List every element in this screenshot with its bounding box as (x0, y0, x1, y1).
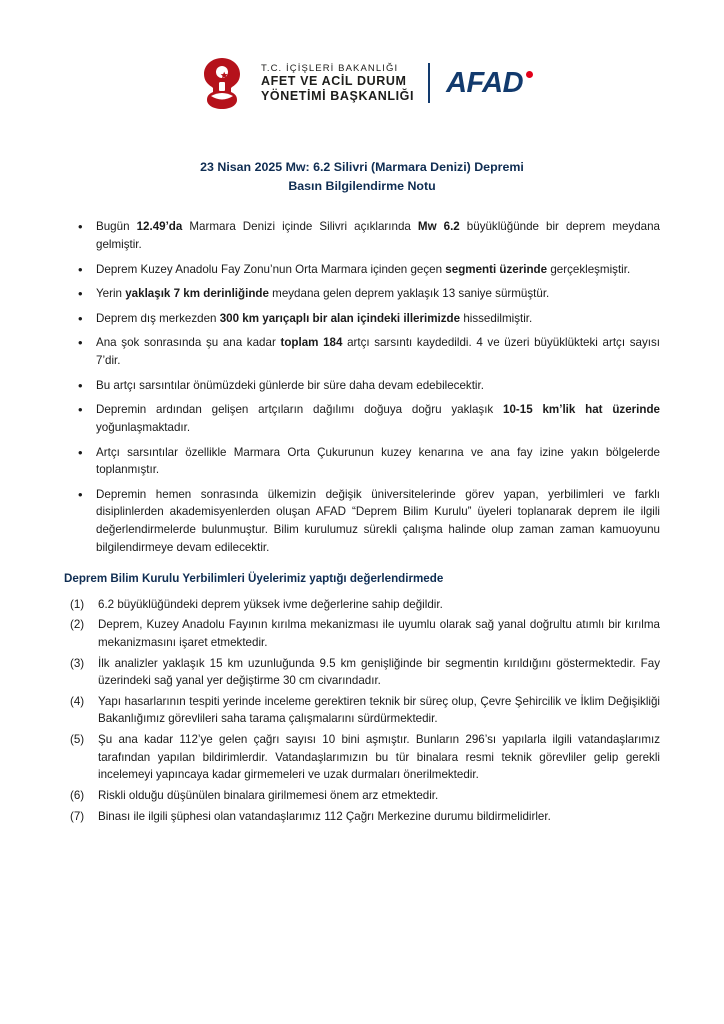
numbered-item-text: İlk analizler yaklaşık 15 km uzunluğunda 9.5 km genişliğinde bir segmentin kırıldığını göstermektedir. Fay üzerindeki sağ yanal yer değiştirme 30 cm civarındadır. (98, 656, 660, 688)
numbered-item (64, 808, 660, 826)
title-line-1: 23 Nisan 2025 Mw: 6.2 Silivri (Marmara Denizi) Depremi (200, 160, 524, 174)
bullet-text: yoğunlaşmaktadır. (96, 420, 191, 434)
page-title (0, 158, 724, 196)
bullet-emphasis: toplam 184 (280, 336, 343, 350)
numbered-item-text: 6.2 büyüklüğündeki deprem yüksek ivme değerlerine sahip değildir. (98, 597, 443, 611)
turkish-state-emblem-icon (191, 52, 253, 114)
numbered-item-marker: (7) (70, 809, 85, 823)
ministry-line-1: T.C. İÇİŞLERİ BAKANLIĞI (260, 62, 399, 74)
afad-logo (446, 67, 533, 100)
bullet-text: Yerin (96, 287, 126, 301)
numbered-item (64, 616, 660, 651)
afad-wordmark: AFAD (446, 66, 524, 99)
numbered-item-marker: (2) (70, 618, 85, 632)
ministry-line-2: AFET VE ACİL DURUM (260, 73, 407, 88)
bullet-emphasis: 300 km yarıçaplı bir alan içindeki illerimizde (219, 311, 461, 325)
bullet-item (64, 401, 660, 436)
document-header (0, 0, 724, 122)
numbered-item (64, 787, 660, 805)
numbered-item (64, 655, 660, 690)
bullet-text: Deprem Kuzey Anadolu Fay Zonu’nun Orta Marmara içinden geçen (96, 262, 446, 276)
numbered-item-text: Riskli olduğu düşünülen binalara girilmemesi önem arz etmektedir. (98, 788, 439, 802)
bullet-item (64, 261, 660, 279)
bullet-item (64, 285, 660, 303)
bullet-text: Bu artçı sarsıntılar önümüzdeki günlerde bir süre daha devam edebilecektir. (96, 378, 484, 392)
afad-logo-dot-icon (526, 71, 533, 78)
title-line-2: Basın Bilgilendirme Notu (288, 179, 436, 194)
bullet-text: Bugün (96, 220, 137, 234)
bullet-emphasis: yaklaşık 7 km derinliğinde (125, 287, 269, 301)
bullet-emphasis: segmenti üzerinde (445, 262, 548, 276)
bullet-item (64, 486, 660, 556)
numbered-item (64, 596, 660, 614)
bullet-item (64, 377, 660, 395)
bullet-text: Deprem dış merkezden (96, 311, 220, 325)
numbered-item-text: Deprem, Kuzey Anadolu Fayının kırılma mekanizması ile uyumlu olarak sağ yanal doğrultu atımlı bir kırılma mekanizmasını işaret etmektedir. (98, 618, 660, 650)
numbered-item-marker: (3) (70, 656, 85, 670)
numbered-item (64, 693, 660, 728)
ministry-name (261, 63, 430, 104)
numbered-item-marker: (5) (70, 733, 85, 747)
ministry-line-3: YÖNETİMİ BAŞKANLIĞI (260, 88, 415, 103)
numbered-item-text: Şu ana kadar 112’ye gelen çağrı sayısı 10 bini aşmıştır. Bunların 296’sı yapılarla ilgili vatandaşlarımız tarafından yapılan bildirimlerdir. Vatandaşlarımızın bu tür binalara resmi teknik görevliler gelip gerekli incelemeyi yapıncaya kadar girmemeleri ve uzak durmaları önerilmektedir. (98, 733, 660, 782)
bullet-text: meydana gelen deprem yaklaşık 13 saniye sürmüştür. (268, 287, 550, 301)
bullet-text: Artçı sarsıntılar özellikle Marmara Orta Çukurunun kuzey kenarına ve ana fay izine yakın bölgelerde toplanmıştır. (96, 445, 660, 477)
numbered-item (64, 731, 660, 784)
numbered-item-marker: (1) (70, 597, 85, 611)
bullet-item (64, 444, 660, 479)
bullet-text: Ana şok sonrasında şu ana kadar (96, 336, 281, 350)
bullet-emphasis: Mw 6.2 (417, 220, 460, 234)
bullet-emphasis: 10-15 km’lik hat üzerinde (503, 403, 660, 417)
document-body (0, 218, 724, 825)
bullet-emphasis: 12.49’da (136, 220, 183, 234)
bullet-text: Marmara Denizi içinde Silivri açıklarında (182, 220, 418, 234)
numbered-item-marker: (4) (70, 694, 85, 708)
bullet-text: büyüklüğünde bir deprem meydana gelmiştir. (96, 220, 661, 252)
bullet-text: Depremin ardından gelişen artçıların dağılımı doğuya doğru yaklaşık (96, 403, 504, 417)
bullet-text: Depremin hemen sonrasında ülkemizin değişik üniversitelerinde görev yapan, yerbilimleri ve farklı disiplinlerden akademisyenlerden oluşan AFAD “Deprem Bilim Kurulu” üyeleri toplanarak deprem ile ilgili değerlendirmelerde bulunmuştur. Bilim kurulumuz sürekli çalışma halinde olup zaman zaman kamuoyunu bilgilendirmeye devam edilecektir. (96, 487, 660, 554)
bullet-list (64, 218, 660, 556)
bullet-item (64, 218, 660, 253)
bullet-text: artçı sarsıntı kaydedildi. 4 ve üzeri büyüklükteki artçı sayısı 7’dir. (96, 336, 660, 368)
bullet-item (64, 310, 660, 328)
bullet-text: gerçekleşmiştir. (547, 262, 631, 276)
numbered-item-marker: (6) (70, 788, 85, 802)
numbered-item-text: Binası ile ilgili şüphesi olan vatandaşlarımız 112 Çağrı Merkezine durumu bildirmelidirler. (98, 809, 551, 823)
section-subheading: Deprem Bilim Kurulu Yerbilimleri Üyelerimiz yaptığı değerlendirmede (64, 572, 444, 586)
numbered-item-text: Yapı hasarlarının tespiti yerinde inceleme gerektiren teknik bir süreç olup, Çevre Şehircilik ve İklim Değişikliği Bakanlığımız görevlileri saha tarama çalışmalarını sürdürmektedir. (98, 694, 660, 726)
bullet-item (64, 334, 660, 369)
numbered-list (64, 596, 660, 825)
bullet-text: hissedilmiştir. (460, 311, 533, 325)
